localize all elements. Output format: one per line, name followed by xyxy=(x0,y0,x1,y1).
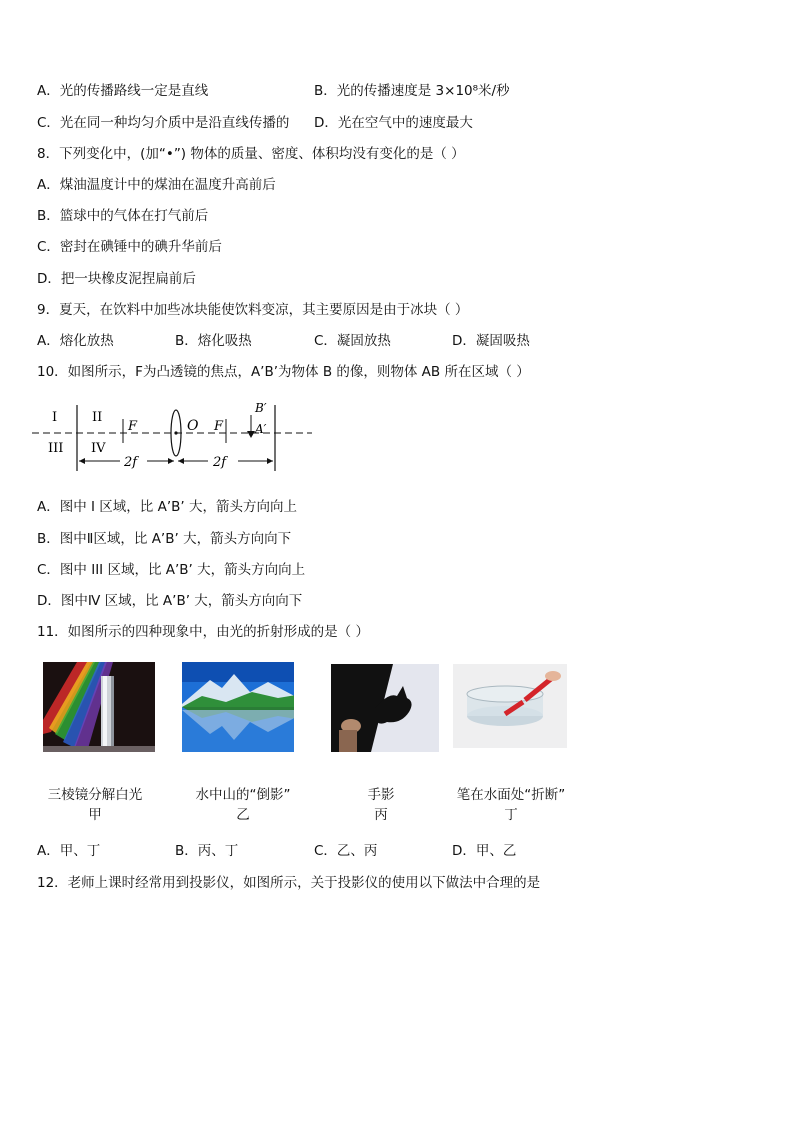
optical-center-label: O xyxy=(187,418,199,434)
q11-option-d: D．甲、乙 xyxy=(452,843,517,859)
q8-option-b: B．篮球中的气体在打气前后 xyxy=(37,208,209,224)
q10-option-c: C．图中 III 区域，比 A’B’ 大，箭头方向向上 xyxy=(37,562,306,578)
q10-stem: 10．如图所示，F为凸透镜的焦点，A’B’为物体 B 的像，则物体 AB 所在区域（ ） xyxy=(37,364,530,380)
caption-4-label: 丁 xyxy=(504,807,518,823)
q11-stem: 11．如图所示的四种现象中，由光的折射形成的是（ ） xyxy=(37,624,369,640)
q10-option-a: A．图中 I 区域，比 A’B’ 大，箭头方向向上 xyxy=(37,499,297,515)
region-2-label: II xyxy=(92,410,103,425)
caption-1-text: 三棱镜分解白光 xyxy=(47,787,143,803)
prism-photo xyxy=(43,662,155,752)
q8-option-c: C．密封在碘锤中的碘升华前后 xyxy=(37,239,222,255)
region-1-label: I xyxy=(52,410,58,425)
q7-option-b: B．光的传播速度是 3×10⁸米/秒 xyxy=(314,83,510,99)
q8-option-d: D．把一块橡皮泥捏扁前后 xyxy=(37,271,196,287)
dim-arrow-right-end xyxy=(267,458,273,464)
dim-arrow-right-start xyxy=(178,458,184,464)
focus-right-label: F xyxy=(214,419,224,434)
caption-2 xyxy=(168,785,318,825)
region-3-label: III xyxy=(48,441,64,456)
optical-center-dot xyxy=(174,431,177,434)
caption-3-text: 手影 xyxy=(367,787,395,803)
dim-arrow-left-end xyxy=(168,458,174,464)
caption-1 xyxy=(20,785,170,825)
q9-option-d: D．凝固吸热 xyxy=(452,333,530,349)
image-arrow-head xyxy=(247,431,255,438)
caption-2-text: 水中山的“倒影” xyxy=(195,787,291,803)
q8-stem: 8．下列变化中，(加“•”) 物体的质量、密度、体积均没有变化的是（ ） xyxy=(37,146,465,162)
q11-option-a: A．甲、丁 xyxy=(37,843,101,859)
caption-2-label: 乙 xyxy=(236,807,250,823)
pencil-in-water-photo xyxy=(453,664,567,748)
focus-left-label: F xyxy=(128,419,138,434)
q7-option-d: D．光在空气中的速度最大 xyxy=(314,115,473,131)
image-bottom-label: A′ xyxy=(255,422,267,436)
dim-arrow-left-start xyxy=(79,458,85,464)
q12-stem: 12．老师上课时经常用到投影仪，如图所示，关于投影仪的使用以下做法中合理的是 xyxy=(37,875,541,891)
q11-option-c: C．乙、丙 xyxy=(314,843,378,859)
q8-option-a: A．煤油温度计中的煤油在温度升高前后 xyxy=(37,177,276,193)
lens-diagram xyxy=(30,397,320,479)
dist-left-label: 2f xyxy=(124,455,138,470)
q9-stem: 9．夏天，在饮料中加些冰块能使饮料变凉，其主要原因是由于冰块（ ） xyxy=(37,302,469,318)
q9-option-a: A．熔化放热 xyxy=(37,333,114,349)
caption-1-label: 甲 xyxy=(88,807,102,823)
q9-option-b: B．熔化吸热 xyxy=(175,333,252,349)
q9-option-c: C．凝固放热 xyxy=(314,333,391,349)
q10-option-d: D．图中Ⅳ 区域，比 A’B’ 大，箭头方向向下 xyxy=(37,593,303,609)
image-top-label: B′ xyxy=(255,401,267,415)
caption-4-text: 笔在水面处“折断” xyxy=(456,787,566,803)
hand-shadow-photo xyxy=(331,664,439,752)
q7-option-c: C．光在同一种均匀介质中是沿直线传播的 xyxy=(37,115,290,131)
caption-3-label: 丙 xyxy=(374,807,388,823)
mountain-reflection-photo xyxy=(182,662,294,752)
dist-right-label: 2f xyxy=(213,455,227,470)
region-4-label: IV xyxy=(91,441,106,456)
q7-option-a: A．光的传播路线一定是直线 xyxy=(37,83,209,99)
q11-option-b: B．丙、丁 xyxy=(175,843,239,859)
caption-3 xyxy=(306,785,456,825)
caption-4 xyxy=(436,785,586,825)
q10-option-b: B．图中Ⅱ区域，比 A’B’ 大，箭头方向向下 xyxy=(37,531,292,547)
